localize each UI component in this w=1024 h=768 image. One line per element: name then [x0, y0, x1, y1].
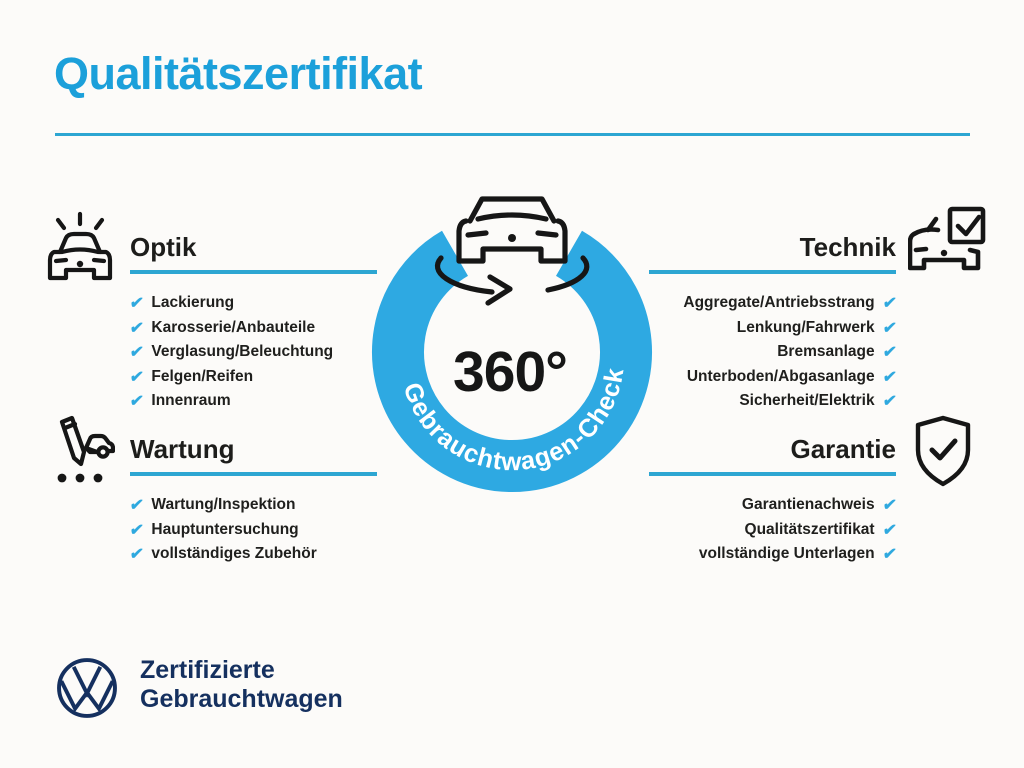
- checklist-item-label: Lenkung/Fahrwerk: [736, 318, 875, 336]
- brand-text: [140, 656, 343, 714]
- section-divider: [130, 472, 377, 476]
- check-icon: ✔: [128, 393, 145, 411]
- rotating-car-icon: [437, 199, 586, 303]
- check-icon: ✔: [128, 497, 145, 515]
- badge-ring-label: Gebrauchtwagen-Check: [397, 365, 630, 477]
- center-badge: [352, 185, 672, 510]
- checklist-item-label: Karosserie/Anbauteile: [151, 318, 316, 336]
- checklist-item-label: Lackierung: [151, 294, 235, 312]
- checklist-item-label: Innenraum: [151, 392, 231, 410]
- check-icon: ✔: [128, 546, 145, 564]
- badge-360-value: 360°: [453, 340, 567, 404]
- check-icon: ✔: [881, 393, 898, 411]
- check-icon: ✔: [128, 295, 145, 313]
- checklist-item-label: Hauptuntersuchung: [151, 520, 299, 538]
- checklist-item-label: Garantienachweis: [741, 496, 875, 514]
- check-icon: ✔: [881, 368, 898, 386]
- checklist-item-label: Qualitätszertifikat: [744, 520, 875, 538]
- check-icon: ✔: [128, 521, 145, 539]
- section-title: Garantie: [790, 434, 896, 464]
- check-icon: ✔: [881, 546, 898, 564]
- check-icon: ✔: [128, 368, 145, 386]
- checklist-item: [600, 542, 896, 567]
- check-icon: ✔: [881, 295, 898, 313]
- section-title: Technik: [799, 232, 896, 262]
- section-title: Optik: [130, 232, 197, 262]
- vw-logo: [54, 655, 120, 726]
- section-divider: [130, 270, 377, 274]
- checklist-item-label: Felgen/Reifen: [151, 367, 254, 385]
- check-icon: ✔: [128, 319, 145, 337]
- checklist-item-label: Aggregate/Antriebsstrang: [683, 294, 875, 312]
- checklist-item-label: vollständige Unterlagen: [698, 545, 875, 563]
- brand-line2: Gebrauchtwagen: [140, 685, 343, 713]
- check-icon: ✔: [881, 319, 898, 337]
- checklist-item: [130, 542, 470, 567]
- checklist-item-label: Bremsanlage: [777, 343, 875, 361]
- section-title: Wartung: [130, 434, 235, 464]
- car-checkbox-icon: [908, 206, 988, 291]
- page-title: Qualitätszertifikat: [54, 48, 423, 99]
- checklist-item-label: Unterboden/Abgasanlage: [686, 367, 875, 385]
- checklist-item: [600, 518, 896, 543]
- brand-line1: Zertifizierte: [140, 656, 275, 684]
- checklist-item: [130, 518, 470, 543]
- section-divider: [649, 270, 896, 274]
- inspection-pencil-car-icon: [40, 412, 115, 492]
- section-divider: [649, 472, 896, 476]
- checklist-item-label: Wartung/Inspektion: [151, 496, 296, 514]
- shield-check-icon: [910, 414, 976, 495]
- sparkling-car-icon: [44, 206, 116, 291]
- check-icon: ✔: [128, 344, 145, 362]
- title-divider: [55, 133, 970, 136]
- check-icon: ✔: [881, 344, 898, 362]
- checklist-item-label: vollständiges Zubehör: [151, 545, 317, 563]
- check-icon: ✔: [881, 497, 898, 515]
- check-icon: ✔: [881, 521, 898, 539]
- checklist-item-label: Verglasung/Beleuchtung: [151, 343, 334, 361]
- checklist-item-label: Sicherheit/Elektrik: [739, 392, 875, 410]
